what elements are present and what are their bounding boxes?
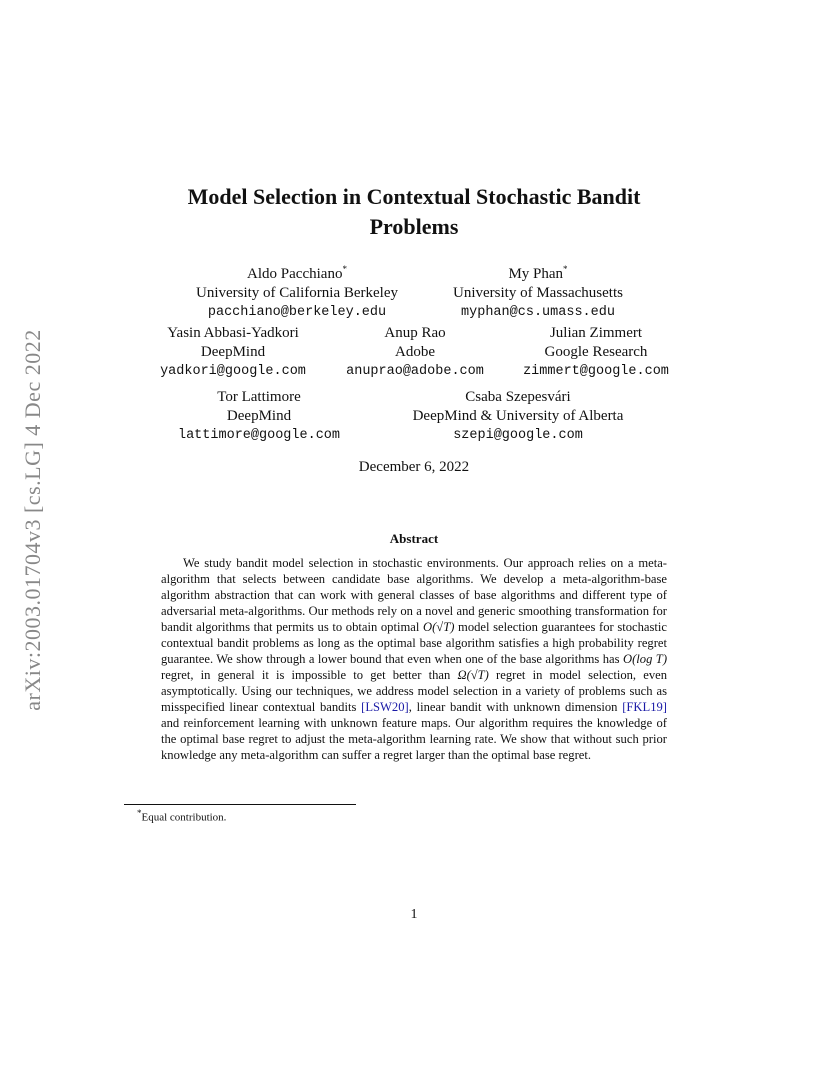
author-affiliation: University of Massachusetts bbox=[453, 285, 623, 301]
author-email: lattimore@google.com bbox=[177, 428, 341, 443]
abstract-paragraph: We study bandit model selection in stochastic environments. Our approach relies on a meta-algorithm that selects between candidate base algorithms. We develop a meta-algorithm-base algorithm abstraction that can work with general classes of base algorithms and different type of adversarial meta-algorithms. Our methods rely on a novel and generic smoothing transformation for bandit algorithms that permits us to obtain optimal O(√T) model selection guarantees for stochastic contextual bandit problems as long as the optimal base algorithm satisfies a high probability regret guarantee. We show through a lower bound that even when one of the base algorithms has O(log T) regret, in general it is impossible to get better than Ω(√T) regret in model selection, even asymptotically. Using our techniques, we address model selection in a variety of problems such as misspecified linear contextual bandits [LSW20], linear bandit with unknown dimension [FKL19] and reinforcement learning with unknown feature maps. Our algorithm requires the knowledge of the optimal base regret to adjust the meta-algorithm learning rate. We show that without such prior knowledge any meta-algorithm can suffer a regret larger than the optimal base regret. bbox=[161, 556, 668, 762]
title-line-1: Model Selection in Contextual Stochastic Bandit bbox=[187, 184, 641, 209]
author-name: My Phan* bbox=[508, 264, 568, 282]
author-block bbox=[378, 388, 658, 445]
author-email: myphan@cs.umass.edu bbox=[461, 305, 615, 320]
author-name: Julian Zimmert bbox=[549, 325, 643, 341]
abstract-body bbox=[161, 555, 667, 763]
author-name: Tor Lattimore bbox=[217, 389, 301, 405]
author-block bbox=[506, 324, 686, 381]
author-email: szepi@google.com bbox=[453, 428, 583, 443]
author-block bbox=[172, 388, 346, 445]
author-name: Csaba Szepesvári bbox=[465, 389, 571, 405]
footnote-rule bbox=[124, 804, 356, 805]
author-email: anuprao@adobe.com bbox=[346, 364, 484, 379]
author-affiliation: Google Research bbox=[544, 344, 648, 360]
citation-link[interactable]: [FKL19] bbox=[622, 700, 667, 714]
author-affiliation: DeepMind & University of Alberta bbox=[412, 408, 624, 424]
title-line-2: Problems bbox=[369, 214, 459, 239]
author-name: Yasin Abbasi-Yadkori bbox=[167, 325, 299, 341]
arxiv-identifier bbox=[18, 290, 48, 750]
page-number: 1 bbox=[410, 907, 418, 922]
math-expression: O(√T) bbox=[423, 620, 455, 634]
author-block bbox=[160, 260, 434, 322]
author-affiliation: DeepMind bbox=[226, 408, 292, 424]
author-email: pacchiano@berkeley.edu bbox=[207, 305, 387, 320]
math-expression: Ω(√T) bbox=[457, 668, 489, 682]
citation-link[interactable]: [LSW20] bbox=[361, 700, 409, 714]
author-email: zimmert@google.com bbox=[523, 364, 669, 379]
author-email: yadkori@google.com bbox=[160, 364, 306, 379]
author-name: Aldo Pacchiano* bbox=[247, 264, 347, 282]
math-expression: O(log T) bbox=[622, 652, 668, 666]
author-affiliation: Adobe bbox=[395, 344, 435, 360]
paper-title bbox=[90, 182, 738, 242]
arxiv-identifier-text: arXiv:2003.01704v3 [cs.LG] 4 Dec 2022 bbox=[20, 329, 45, 711]
author-affiliation: DeepMind bbox=[200, 344, 266, 360]
author-affiliation: University of California Berkeley bbox=[195, 285, 399, 301]
abstract-heading: Abstract bbox=[389, 531, 439, 546]
footnote: *Equal contribution. bbox=[137, 808, 227, 824]
publication-date: December 6, 2022 bbox=[358, 459, 470, 475]
author-block bbox=[330, 324, 500, 381]
author-block bbox=[420, 260, 656, 322]
author-block bbox=[138, 324, 328, 381]
author-name: Anup Rao bbox=[384, 325, 446, 341]
